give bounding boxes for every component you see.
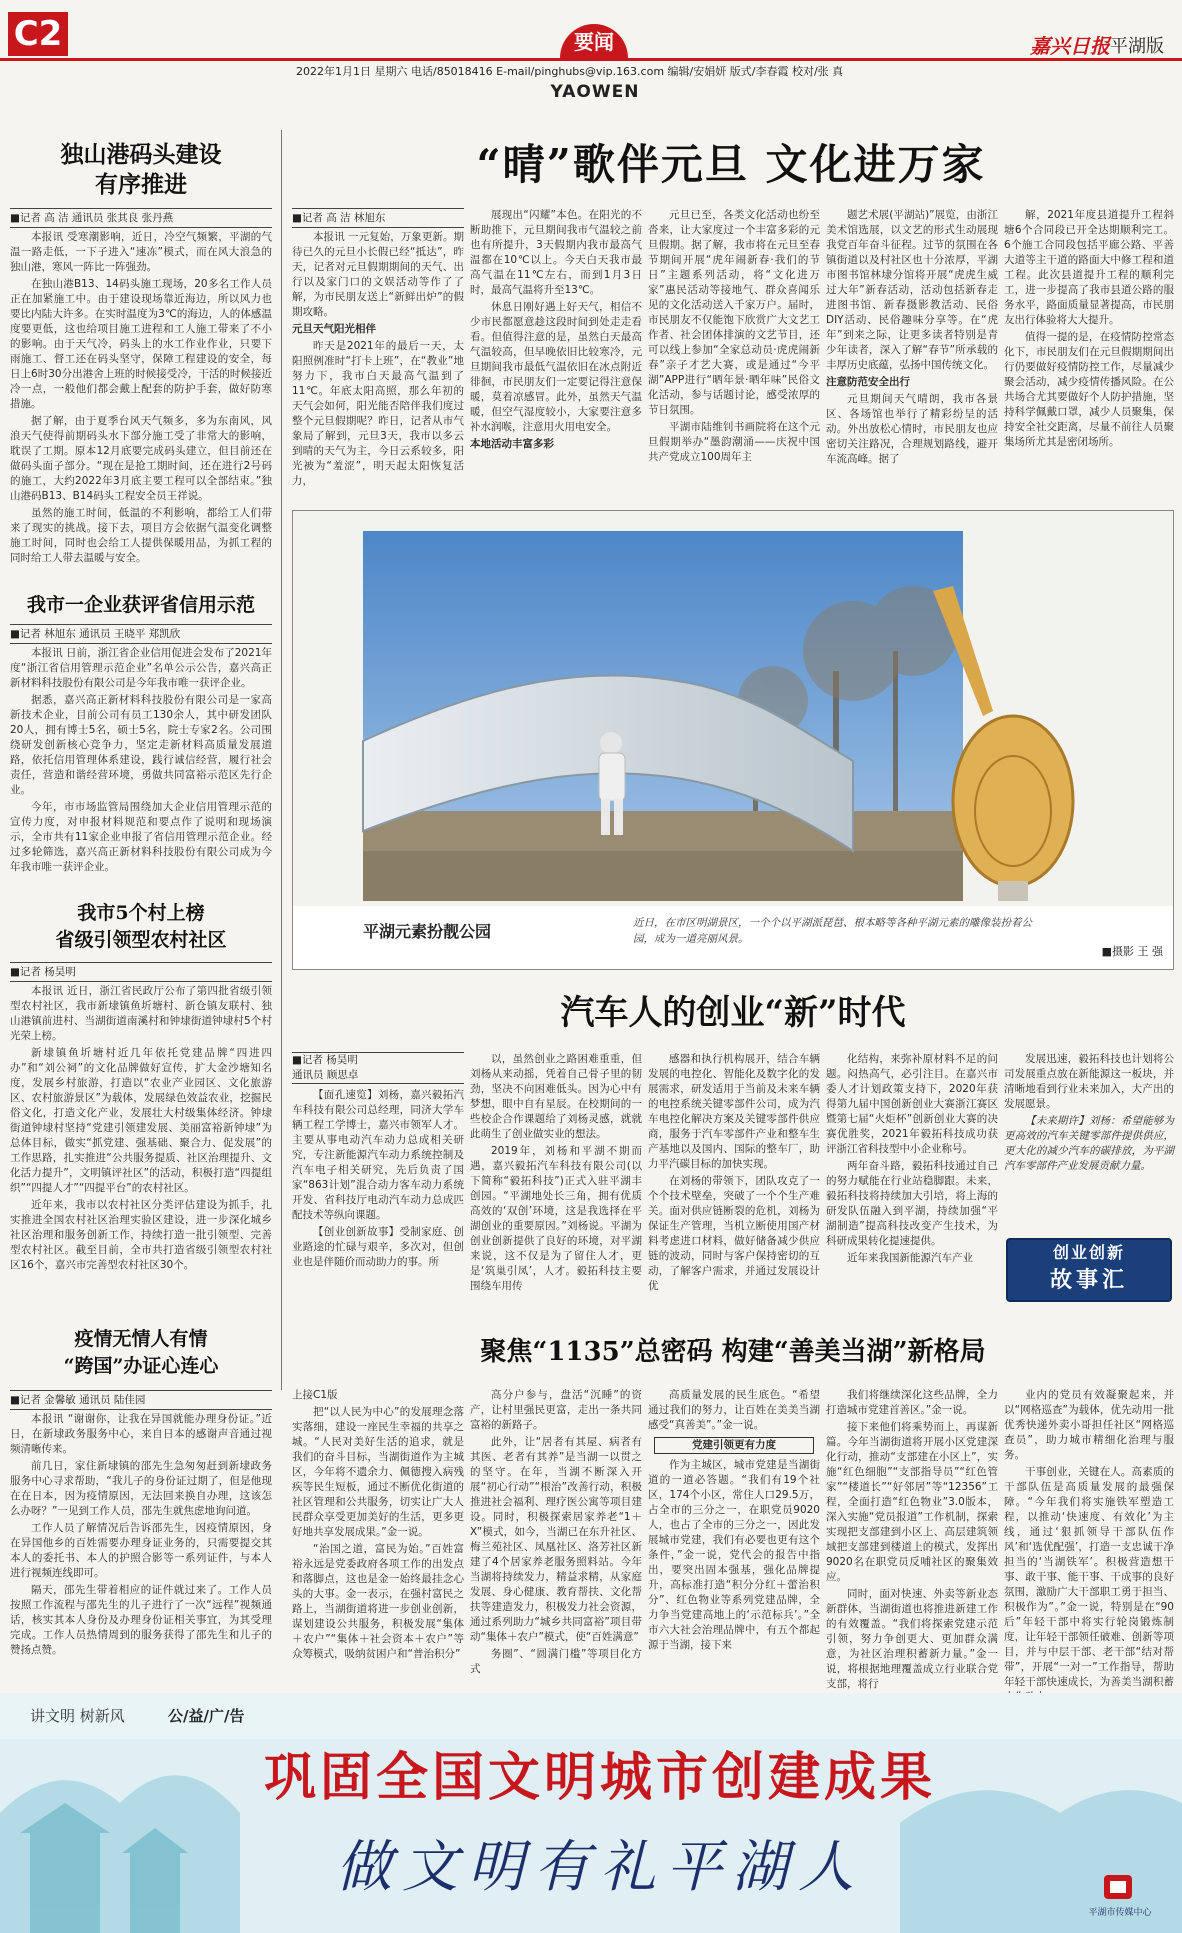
- lead-para: 展现出“闪耀”本色。在阳光的不断助推下，元旦期间我市气温较之前也有所提升，3天假期内我市最高气温都在10℃以上。今天白天我市最高气温在11℃左右，而到1月3日时，最高气温将升至13℃。: [470, 209, 642, 296]
- article4-title-line2: “跨国”办证心连心: [63, 1355, 219, 1377]
- story-badge-line2: 故事汇: [1049, 1268, 1128, 1293]
- photo-frame: [292, 510, 1174, 970]
- entrepreneur-para: 【创业创新故事】受制家庭、创业路途的忙碌与艰辛，多次对，但创业也是伴随价而动助力的事。所: [292, 1226, 464, 1268]
- section-badge: 要闻: [560, 24, 628, 58]
- bottom-headline: 聚焦“1135”总密码 构建“善美当湖”新格局: [480, 1337, 986, 1367]
- article3-title-line1: 我市5个村上榜: [77, 902, 205, 924]
- entrepreneur-para: 以，虽然创业之路困难重重，但刘杨从来动摇，凭着自己骨子里的韧劲，坚决不向困难低头。因为心中有梦想，眼中自有星辰。在校期间的一些校企合作课题给了刘杨灵感，就就此萌生了创业做实业的想法。: [470, 1053, 642, 1140]
- article2-body: [10, 646, 272, 894]
- entrepreneur-headline: 汽车人的创业“新”时代: [560, 993, 906, 1033]
- entrepreneur-byline-reporter: ■记者 杨昊明: [292, 1054, 358, 1066]
- article3-byline: ■记者 杨昊明: [10, 962, 272, 982]
- bottom-para: 我们将继续深化这些品牌，全力打造城市党建首善区。”金一说。: [826, 1389, 998, 1416]
- article3-body: [10, 984, 272, 1314]
- bottom-para: 务圈”、“圆满门槛”等项目化方式: [470, 1648, 642, 1675]
- story-badge-line1: 创业创新: [1052, 1243, 1125, 1262]
- article3-headline: [10, 900, 272, 956]
- article2-para: 今年，市市场监管局围绕加大企业信用管理示范的宣传力度，对申报材料规范和要点作了说明和现场演示，全市共有11家企业申报了省信用管理示范企业。经过多轮筛选，嘉兴高正新材料科技股份有限公司成为今年我市唯一获评企业。: [10, 801, 272, 873]
- article1-body: [10, 230, 272, 580]
- lead-para: 题艺术展(平湖站)”展览，由浙江美术馆选展，以文艺的形式生动展现我党百年奋斗征程。过节的氛围在各镇街道以及村社区也十分浓厚，平湖市图书馆林埭分馆将开展“虎虎生威过大年”新春活动，活动包括新春走进图书馆、新春摄影教活动、民俗DIY活动、民俗趣味分享等。在“虎年”到来之际，让更多读者特别是青少年读者，深入了解“春节”所承载的丰厚历史底蕴，弘扬中国传统文化。: [826, 209, 998, 371]
- section-pinyin: YAOWEN: [550, 82, 640, 102]
- ad-slogan: 讲文明 树新风: [30, 1707, 125, 1725]
- entrepreneur-col4: [826, 1052, 998, 1308]
- article3-title-line2: 省级引领型农村社区: [55, 929, 227, 951]
- photo-caption: 近日，在市区明湖景区，一个个以平湖派琵琶、根本略等各种平湖元素的雕像装扮着公园，成为一道亮丽风景。: [633, 917, 1032, 945]
- bottom-para: “治国之道，富民为始。”百姓富裕永远是党委政府各项工作的出发点和落脚点，这也是金一始终最挂念心头的大事。金一表示，在强村富民之路上，当湖街道将进一步创业创新，谋划建设公共服务，积极发展“集体＋农户”“集体＋社会资本＋农户”等众筹模式，吸纳贫困户和“普治积分”: [292, 1543, 464, 1660]
- story-badge: [1006, 1238, 1172, 1302]
- lead-subhead: 本地活动丰富多彩: [470, 438, 554, 450]
- entrepreneur-byline-correspondent: 通讯员 顾思卓: [292, 1069, 359, 1081]
- entrepreneur-para: 感器和执行机构展开，结合车辆发展的电控化、智能化及数字化的发展需求，研发适用于当前及未来车辆的电控系统关键零部件公司，成为汽车电控化解决方案及关键零部件供应商，服务于汽车零部件产业和整车生产基地以及国内、国际的整车厂，助力平汽碳目标的加快实现。: [648, 1053, 820, 1170]
- entrepreneur-col5: [1004, 1052, 1174, 1232]
- entrepreneur-para: 化结构，来弥补原材料不足的问题。闷热高气，必引注目。在嘉兴市委人才计划政策支持下，2020年获得第九届中国创新创业大赛浙江赛区暨第七届“火炬杯”创新创业大赛的决赛优胜奖，2021年毅拓科技成功获评浙江省科技型中小企业称号。: [826, 1053, 998, 1155]
- masthead: [0, 0, 1182, 106]
- entrepreneur-col3: [648, 1052, 820, 1308]
- paper-name: 嘉兴日报: [1030, 34, 1110, 58]
- lead-col1: [292, 230, 464, 500]
- article4-para: 本报讯 “谢谢你，让我在异国就能办理身份证。”近日，在新埭政务服务中心，来自日本的感谢声音通过视频清晰传来。: [10, 1413, 272, 1455]
- article4-title-line1: 疫情无情人有情: [74, 1328, 208, 1350]
- entrepreneur-col1: [292, 1088, 464, 1308]
- public-service-ad: [0, 1693, 1182, 1933]
- lead-subhead: 注意防范安全出行: [826, 376, 910, 388]
- lead-col4: [826, 208, 998, 500]
- lead-para: 休息日刚好遇上好天气，相信不少市民都愿意趁这段时间到处走走看看。但值得注意的是，虽然白天最高气温较高，但早晚依旧比较寒冷，元旦期间我市最低气温依旧在冰点附近徘徊，市民朋友们一定要记得注意保暖，莫着凉感冒。此外，虽然天气温暖，但空气湿度较小，大家要注意多补水润喉，注意用火用电安全。: [470, 301, 642, 433]
- article1-byline: ■记者 高 洁 通讯员 张其良 张丹燕: [10, 208, 272, 228]
- ad-title: 巩固全国文明城市创建成果: [263, 1747, 936, 1808]
- article4-byline: ■记者 金馨敏 通讯员 陆佳园: [10, 1390, 272, 1410]
- entrepreneur-para: 近年来我国新能源汽车产业: [847, 1252, 973, 1264]
- article2-byline: ■记者 林旭东 通讯员 王晓平 郑凯欣: [10, 624, 272, 644]
- bottom-para: 此外，让“居者有其屋、病者有其医、老者有其养”是当湖一以贯之的坚守。在年，当湖不断深入开展“初心行动”“根治”改善行动，积极推进社会福利、理疗医公寓等项目建设。同时，积极探索居家养老“1＋X”模式，如今，当湖已在东升社区、梅兰苑社区、凤凰社区、洛芳社区新建了4个居家养老服务照料站。今年当湖将持续发力，精益求精，从家庭发展、身心健康、教育帮扶、文化帮扶等建造发力，积极发力社会资源，通过系列助力“城乡共同富裕”项目带动“集体＋农户”模式，使“百姓满意”: [470, 1436, 642, 1643]
- media-center-logo-icon: [1098, 1873, 1138, 1903]
- bottom-col4: [826, 1388, 998, 1690]
- bottom-para: 同时，面对快速、外卖等新业态新群体，当湖街道也将推进新建工作的有效覆盖。“我们将探索党建示范引领，努力争创更大、更加群众满意，为社区治理积蓄新力量。”金一说，将根据地理覆盖成立行业联合党支部，将行: [826, 1588, 998, 1690]
- lead-para: 解，2021年度县道提升工程斜塘6个合同段已开全达期顺利完工。6个施工合同段包括平廊公路、平善大道等主干道的路面大中修工程和道工程。此次县道提升工程的顺利完工，进一步提高了我市县道公路的服务水平，路面质量显著提高，市民朋友出行体验将大大提升。: [1004, 209, 1174, 326]
- lead-col3: [648, 208, 820, 500]
- bottom-col3: [648, 1388, 820, 1684]
- article4-para: 工作人员了解情况后告诉邵先生，因疫情原因，身在异国他乡的百姓需要办理身证业务的，只需要提交其本人的委托书、本人的护照合影等一系列证件，与本人进行视频连线即可。: [10, 1522, 272, 1579]
- lead-para: 值得一提的是，在疫情防控常态化下，市民朋友们在元旦假期期间出行仍要做好疫情防控工作，尽量减少聚会活动，减少疫情传播风险。在公共场合尤其要做好个人防护措施，坚持科学佩戴口罩，减少人员聚集，保持安全社交距离，尽量不前往人员聚集场所尤其是密闭场所。: [1004, 331, 1174, 448]
- media-center-name: 平湖市传媒中心: [1088, 1908, 1152, 1918]
- lead-headline: “晴”歌伴元旦 文化进万家: [476, 140, 986, 189]
- lead-col2: [470, 208, 642, 500]
- entrepreneur-para: 【未来期许】刘杨：希望能够为更高效的汽车关键零部件提供供应，更大化的减少汽车的碳排放，为平湖汽车零部件产业发展贡献力量。: [1004, 1115, 1174, 1172]
- photo-credit: ■摄影 王 强: [1101, 945, 1163, 958]
- article4-headline: [10, 1326, 272, 1382]
- bottom-subhead: 党建引领更有力度: [654, 1437, 814, 1454]
- lead-para: 元旦期间天气晴朗，我市各景区、各场馆也举行了精彩纷呈的活动。外出放松心情时，市民朋友也应密切关注路况，合理规划路线，避开车流高峰。据了: [826, 393, 998, 465]
- bottom-para: 把“以人民为中心”的发展理念落实落细，建设一座民生幸福的共享之城。“人民对美好生活的追求，就是我们的奋斗目标，当湖街道作为主城区，今年将不遗余力、佩德搜入病残疾等民生短板，通过不断优化街道的社区管理和公共服务，切实让广大人民群众享受更加美好的生活，更多更好地共享发展成果。”金一说。: [292, 1406, 464, 1538]
- article4-para: 前几日，家住新埭镇的邵先生急匆匆赶到新埭政务服务中心寻求帮助，“我儿子的身份证过期了，但是他现在在日本，因为疫情原因，无法回来换自办理，这该怎么办呀？”一见到工作人员，邵先生就焦虑地询问道。: [10, 1460, 272, 1517]
- lead-col5: [1004, 208, 1174, 500]
- article4-body: [10, 1412, 272, 1682]
- entrepreneur-byline: [292, 1052, 464, 1084]
- entrepreneur-para: 【面孔速览】刘杨，嘉兴毅拓汽车科技有限公司总经理，同济大学车辆工程工学博士，嘉兴市领军人才。主要从事电动汽车动力总成相关研究，专注新能源汽车动力系统控制及汽车电子相关研究，先后负责了国家“863计划”混合动力客车动力系统开发、省科技厅电动汽车动力总成匹配技术等纵向课题。: [292, 1089, 464, 1221]
- ad-tag: 公/益/广/告: [168, 1707, 245, 1725]
- bottom-col2: [470, 1388, 642, 1684]
- bottom-col5: [1004, 1388, 1174, 1688]
- lead-para: 元旦已至，各类文化活动也纷至沓来，让大家度过一个丰富多彩的元旦假期。据了解，我市将在元旦至春节期间开展“虎年闹新春·我们的节日”主题系列活动，将“文化进万家”惠民活动等接地气、群众喜闻乐见的文化活动送入千家万户。届时，市民朋友不仅能饱下欣赏广大文艺工作者、社会团体排演的文艺节目，还可以线上参加“全家总动员·虎虎闹新春”亲子才艺大赛，或是通过“今平湖”APP进行“晒年景·晒年味”民俗文化活动，参与话题讨论，感受浓厚的节日氛围。: [648, 209, 820, 416]
- article3-para: 近年来，我市以农村社区分类评估建设为抓手，扎实推进全国农村社区治理实验区建设，进一步深化城乡社区治理和服务创新工作，持续打造一批引领型、完善型农村社区。截至目前，全市共打造省级引领型农村社区16个，嘉兴市完善型农村社区30个。: [10, 1199, 272, 1271]
- lead-para: 昨天是2021年的最后一天，太阳照例准时“打卡上班”，在“教业”地努力下，我市白天最高气温到了11℃。年底太阳高照，那么年初的天气会如何，阳光能否陪伴我们度过整个元旦假期呢？昨日，记者从市气象局了解到，元旦3天，我市以多云到晴的天气为主，今日云系较多，阳光被为“羞涩”，明天起太阳恢复活力，: [292, 340, 464, 487]
- article2-headline: 我市一企业获评省信用示范: [26, 594, 255, 616]
- article2-para: 据悉，嘉兴高正新材料科技股份有限公司是一家高新技术企业，目前公司有员工130余人，其中研发团队20人，拥有博士5名，硕士5名，院士专家2名。公司围绕研发创新核心竞争力，坚定走新材料高质量发展道路，依托信用管理体系建设，践行诚信经营，履行社会责任，营造和谐经营环境，勇做共同富裕示范区先行企业。: [10, 694, 272, 796]
- bottom-para: 作为主城区，城市党建是当湖街道的一道必答题。“我们有19个社区，174个小区，常住人口29.5万，占全市的三分之一，在职党员9020人，也占了全市的三分之一，因此发展城市党建，我们有必要也更有这个条件，”金一说，党代会的报告中指出，要突出固本强基，强化品牌提升，高标准打造“积分分红＋蕾治积分”、红色物业等系列党建品牌，全力争当党建高地上的‘示范标兵’。”全市六大社会治理品牌中，有五个都起源于当湖，接下来: [648, 1459, 820, 1651]
- bottom-para: 上接C1版: [292, 1389, 338, 1401]
- article1-para: 本报讯 受寒潮影响，近日，冷空气频繁，平湖的气温一路走低，一下子进入“速冻”模式，而在风大浪急的独山港，寒风一阵比一阵强劲。: [10, 231, 272, 273]
- article1-title-line2: 有序推进: [95, 171, 187, 198]
- info-line: 2022年1月1日 星期六 电话/85018416 E-mail/pinghubs@vip.163.com 编辑/安娟妍 版式/李春霞 校对/张 真: [296, 65, 844, 78]
- article2-para: 本报讯 日前，浙江省企业信用促进会发布了2021年度“浙江省信用管理示范企业”名单公示公告，嘉兴高正新材料科技股份有限公司是今年我市唯一获评企业。: [10, 647, 272, 689]
- bottom-para: 高质量发展的民生底色。“希望通过我们的努力，让百姓在美美当湖感受“真善美”。”金一说。: [648, 1389, 820, 1431]
- park-photo: [293, 511, 1173, 906]
- bottom-col1: [292, 1388, 464, 1684]
- article3-para: 本报讯 近日，浙江省民政厅公布了第四批省级引领型农村社区，我市新埭镇鱼圻塘村、新仓镇友联村、独山港镇前进村、当湖街道南溪村和钟埭街道钟埭村5个村光荣上榜。: [10, 985, 272, 1042]
- article1-para: 据了解，由于夏季台风天气频多，多为东南风，风浪天气使得前期码头水下部分施工受了非常大的影响，耽误了工期。原本12月底要完成码头建立，但目前还在做码头面子部分。“现在是抢工期时间，还在进行2号码的施工，大约2022年3月底主要工程可以全部结束。”独山港码B13、B14码头工程安全员王祥说。: [10, 415, 272, 502]
- bottom-para: 干事创业，关键在人。高素质的干部队伍是高质量发展的最强保障。“今年我们将实施铁军塑造工程，以推动‘快速度、有效化’为主线，通过‘狠抓领导干部队伍作风’和‘选优配强’，打造一支忠诚干净担当的‘当湖铁军’。积极营造想干事、敢干事、能干事、干成事的良好氛围，激励广大干部职工勇于担当、积极作为”。”金一说，特别是在“90后”年轻干部中将实行轮岗锻炼制度，让年轻干部领任破难、创新等项目，并与中层干部、老干部“结对帮带”，开展“一对一”工作指导，帮助年轻干部快速成长，为善美当湖积蓄: [1004, 1466, 1174, 1688]
- page-code: C2: [8, 12, 68, 56]
- bottom-para: 接下来他们将乘势而上，再谋新篇。今年当湖街道将开展小区党建深化行动，推动“支部建在小区上”，实施“红色细胞”“支部指导员”“红色管家”“楼道长”“好邻居”等“12356”工程，全面打造“红色物业”3.0版本，深入实施“党员报道”工作机制，探索实现把支部建到小区上、高层建筑领域把支部建到楼道上的模式，发挥出9020名在职党员反哺社区的聚集效应。: [826, 1421, 998, 1583]
- article1-title-line1: 独山港码头建设: [60, 141, 222, 168]
- lead-para: 平湖市陆维钊书画院将在这个元旦假期举办“墨韵潮涌——庆祝中国共产党成立100周年主: [648, 421, 820, 463]
- edition-label: 平湖版: [1110, 36, 1164, 57]
- entrepreneur-para: 发展迅速，毅拓科技也计划将公司发展重点放在新能源这一板块，并清晰地看到行业未来加入，大产出的发展愿景。: [1004, 1053, 1174, 1110]
- entrepreneur-para: 两年奋斗路，毅拓科技通过自己的努力赋能在行业站稳脚跟。未来，毅拓科技将持续加大引培，将上海的研发队伍融入到平湖，持续加强“平湖制造”提高科技改变产生技术，为科研成果转化提速提供。: [826, 1160, 998, 1247]
- article1-para: 虽然的施工时间，低温的不利影响，都给工人们带来了现实的挑战。接下去，项目方会依据气温变化调整施工时间，同时也会给工人提供保暖用品，为抓工程的同时给工人带去温暖与安全。: [10, 507, 272, 564]
- photo-title: 平湖元素扮靓公园: [363, 922, 492, 941]
- ad-calligraphy: 做文明有礼平湖人: [336, 1835, 864, 1900]
- article4-para: 隔天，邵先生带着相应的证件就过来了。工作人员按照工作流程与邵先生的儿子进行了一次“远程”视频通话，核实其本人身份及办理身份证相关事宜，为其受理完成。工作人员热情周到的服务获得了邵先生和儿子的赞扬点赞。: [10, 1584, 272, 1656]
- bottom-para: 业内的党员有效凝聚起来，并以“网格巡查”为载体，优先动用一批优秀快递外卖小哥担任社区“网格巡查员”，助力城市精细化治理与服务。: [1004, 1389, 1174, 1461]
- article1-para: 在独山港B13、14码头施工现场，20多名工作人员正在加紧施工中。由于建设现场靠近海边，所以风力也要比内陆大许多。在实时温度为3℃的海边，人的体感温度要更低，这也给项目施工进程和工人施工带来了不小的影响。由于天气冷，码头上的水工作业作业，只要下雨施工、督工还在码头坚守，保障工程建设的安全，每日上6时30分出港舍上班的时候接受冷，干活的时候接近冷一点，一般他们都会戴上配套的防护手套，做好防寒措施。: [10, 278, 272, 410]
- lead-subhead: 元旦天气阳光相伴: [292, 323, 376, 335]
- entrepreneur-para: 在刘杨的带领下，团队攻克了一个个技术壁垒，突破了一个个生产难关。面对供应链断裂的危机，刘杨为保证生产管理，当机立断使用国产材料考虑进口材料，做好储备减少供应链的波动，同时与客户保持密切的互动，了解客户需求，并通过发展设计优: [648, 1175, 820, 1292]
- bottom-para: 高分户参与，盘活“沉睡”的资产，让村里强民更富，走出一条共同富裕的新路子。: [470, 1389, 642, 1431]
- entrepreneur-para: 2019年，刘杨和平湖不期而遇，嘉兴毅拓汽车科技有限公司(以下简称“毅拓科技”)正式入驻平湖丰创园。“平湖地处长三角，拥有优质高效的‘双创’环境，这是我选择在平湖创业的重要原因。”刘杨说。平湖为创业创新提供了良好的环境，对平湖来说，这不仅是为了留住人才，更是‘筑巢引凤’，人才。毅拓科技主要围绕车用传: [470, 1145, 642, 1292]
- article3-para: 新埭镇鱼圻塘村近几年依托党建品牌“四进四办”和“刘公祠”的文化品牌做好宣传，扩大金沙塘知名度，发展乡村旅游，打造以“农业产业园区、文化旅游区、农村旅游景区”为载体，发展绿色效益农业，挖掘民俗文化，打造文化产业，发展壮大村级集体经济。钟埭街道钟埭村坚持“党建引领建发展、美丽富裕新钟埭”为总体目标，做实“抓党建、强基础、聚合力、促发展”的工作思路，扎实推进“公共服务提质、社区治理提升、文化活力提升”，文明镇评社区”的活动，积极打造“四提组织”“四提人才”“四提平台”的农村社区。: [10, 1047, 272, 1194]
- masthead-rule: [0, 58, 1182, 61]
- lead-byline: ■记者 高 洁 林旭东: [292, 208, 464, 228]
- lead-para: 本报讯 一元复始，万象更新。期待已久的元旦小长假已经“抵达”，昨天，记者对元旦假期期间的天气、出行以及家门口的文娱活动等作了了解，为市民朋友送上“新鲜出炉”的假期攻略。: [292, 231, 464, 318]
- article1-headline: [10, 140, 272, 202]
- entrepreneur-col2: [470, 1052, 642, 1308]
- column-divider: [281, 130, 282, 1390]
